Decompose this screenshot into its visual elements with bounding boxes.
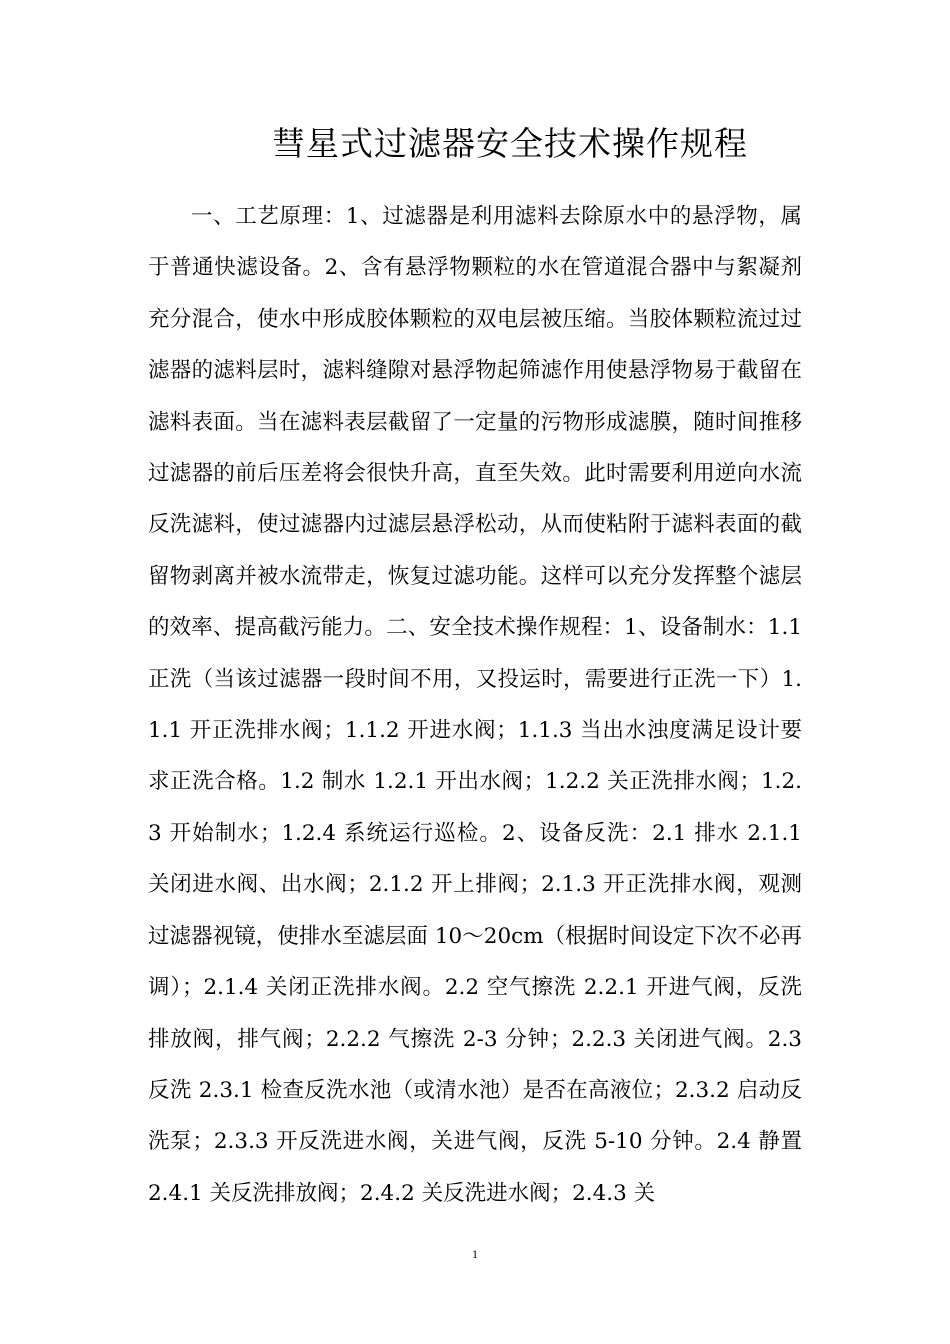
page-number: 1	[472, 1247, 478, 1261]
document-title: 彗星式过滤器安全技术操作规程	[272, 124, 748, 163]
document-body-paragraph: 一、工艺原理：1、过滤器是利用滤料去除原水中的悬浮物，属于普通快滤设备。2、含有悬浮物颗粒的水在管道混合器中与絮凝剂充分混合，使水中形成胶体颗粒的双电层被压缩。当胶体颗粒流过过滤器的滤料层时，滤料缝隙对悬浮物起筛滤作用使悬浮物易于截留在滤料表面。当在滤料表层截留了一定量的污物形成滤膜，随时间推移过滤器的前后压差将会很快升高，直至失效。此时需要利用逆向水流反洗滤料，使过滤器内过滤层悬浮松动，从而使粘附于滤料表面的截留物剥离并被水流带走，恢复过滤功能。这样可以充分发挥整个滤层的效率、提高截污能力。二、安全技术操作规程：1、设备制水：1.1 正洗（当该过滤器一段时间不用，又投运时，需要进行正洗一下）1.1.1 开正洗排水阀；1.1.2 开进水阀；1.1.3 当出水浊度满足设计要求正洗合格。1.2 制水 1.2.1 开出水阀；1.2.2 关正洗排水阀；1.2.3 开始制水；1.2.4 系统运行巡检。2、设备反洗：2.1 排水 2.1.1 关闭进水阀、出水阀；2.1.2 开上排阀；2.1.3 开正洗排水阀，观测过滤器视镜，使排水至滤层面 10～20cm（根据时间设定下次不必再调）；2.1.4 关闭正洗排水阀。2.2 空气擦洗 2.2.1 开进气阀，反洗排放阀，排气阀；2.2.2 气擦洗 2-3 分钟；2.2.3 关闭进气阀。2.3 反洗 2.3.1 检查反洗水池（或清水池）是否在高液位；2.3.2 启动反洗泵；2.3.3 开反洗进水阀，关进气阀，反洗 5-10 分钟。2.4 静置 2.4.1 关反洗排放阀；2.4.2 关反洗进水阀；2.4.3 关	[148, 204, 802, 1206]
